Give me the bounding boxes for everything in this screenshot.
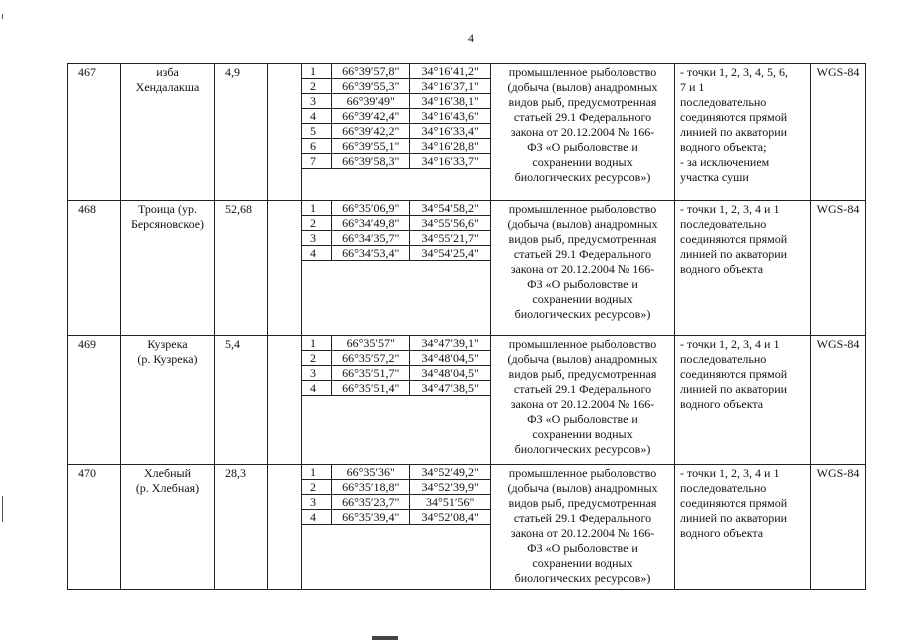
boundary-line: водного объекта [680, 262, 764, 276]
purpose-line: статьей 29.1 Федерального [513, 110, 652, 124]
boundary-description [675, 64, 811, 201]
point-number: 2 [302, 216, 332, 231]
site-name-line: (р. Хлебная) [135, 481, 200, 495]
purpose-line: (добыча (вылов) анадромных [507, 217, 658, 231]
site-name-line: (р. Кузрека) [137, 352, 198, 366]
boundary-line: - точки 1, 2, 3, 4, 5, 6, [680, 65, 789, 79]
point-longitude: 34°16′28,8" [410, 139, 491, 154]
point-latitude: 66°34′35,7" [332, 231, 410, 246]
boundary-line: - точки 1, 2, 3, 4 и 1 [680, 466, 780, 480]
boundary-line: - точки 1, 2, 3, 4 и 1 [680, 202, 780, 216]
coordinate-row [302, 510, 491, 525]
point-latitude: 66°35′57" [332, 336, 410, 351]
scan-mark-left [2, 496, 3, 522]
coordinate-row [302, 381, 491, 396]
point-latitude: 66°35′23,7" [332, 495, 410, 510]
purpose-line: сохранении водных [532, 155, 633, 169]
coordinate-row [302, 109, 491, 124]
point-latitude: 66°35′57,2" [332, 351, 410, 366]
point-longitude: 34°16′37,1" [410, 79, 491, 94]
purpose-line: биологических ресурсов») [514, 170, 651, 184]
boundary-line: водного объекта [680, 526, 764, 540]
boundary-line: соединяются прямой [680, 496, 788, 510]
purpose-line: видов рыб, предусмотренная [508, 95, 657, 109]
point-number: 3 [302, 94, 332, 109]
purpose-line: биологических ресурсов») [514, 442, 651, 456]
boundary-line: соединяются прямой [680, 232, 788, 246]
coordinate-row [302, 139, 491, 154]
purpose-line: статьей 29.1 Федерального [513, 247, 652, 261]
coordinate-row [302, 480, 491, 495]
purpose-line: промышленное рыболовство [508, 337, 657, 351]
site-name [121, 336, 215, 465]
site-area: 52,68 [215, 201, 268, 336]
purpose-line: сохранении водных [532, 427, 633, 441]
purpose-line: видов рыб, предусмотренная [508, 496, 657, 510]
purpose-line: сохранении водных [532, 556, 633, 570]
site-number: 470 [68, 465, 121, 590]
point-number: 1 [302, 201, 332, 216]
point-longitude: 34°16′43,6" [410, 109, 491, 124]
coordinate-system: WGS-84 [811, 201, 866, 336]
site-name-line: Хлебный [144, 466, 191, 480]
coordinate-system: WGS-84 [811, 465, 866, 590]
boundary-line: последовательно [680, 481, 767, 495]
point-number: 3 [302, 366, 332, 381]
site-number: 469 [68, 336, 121, 465]
boundary-line: участка суши [680, 170, 749, 184]
coordinate-system: WGS-84 [811, 336, 866, 465]
spacer-column [268, 64, 302, 201]
site-number: 467 [68, 64, 121, 201]
purpose-line: (добыча (вылов) анадромных [507, 352, 658, 366]
spacer-column [268, 336, 302, 465]
coordinate-row [302, 94, 491, 109]
point-longitude: 34°47′38,5" [410, 381, 491, 396]
point-number: 5 [302, 124, 332, 139]
point-number: 4 [302, 109, 332, 124]
site-name-line: Берсяновское) [130, 217, 205, 231]
point-number: 1 [302, 64, 332, 79]
point-latitude: 66°35′36" [332, 465, 410, 480]
coordinates-table [302, 336, 491, 396]
point-longitude: 34°52′39,9" [410, 480, 491, 495]
point-latitude: 66°39′58,3" [332, 154, 410, 169]
point-longitude: 34°54′25,4" [410, 246, 491, 261]
purpose-line: (добыча (вылов) анадромных [507, 481, 658, 495]
boundary-line: линией по акватории [680, 382, 788, 396]
point-longitude: 34°52′08,4" [410, 510, 491, 525]
purpose-line: статьей 29.1 Федерального [513, 382, 652, 396]
point-longitude: 34°16′41,2" [410, 64, 491, 79]
fishing-purpose [491, 64, 675, 201]
boundary-line: - точки 1, 2, 3, 4 и 1 [680, 337, 780, 351]
point-longitude: 34°55′21,7" [410, 231, 491, 246]
point-longitude: 34°48′04,5" [410, 351, 491, 366]
point-number: 7 [302, 154, 332, 169]
point-latitude: 66°35′18,8" [332, 480, 410, 495]
boundary-description [675, 465, 811, 590]
boundary-line: водного объекта; [680, 140, 767, 154]
boundary-line: последовательно [680, 95, 767, 109]
fishing-purpose [491, 336, 675, 465]
point-number: 2 [302, 351, 332, 366]
coordinate-row [302, 246, 491, 261]
purpose-line: видов рыб, предусмотренная [508, 367, 657, 381]
purpose-line: ФЗ «О рыболовстве и [527, 412, 638, 426]
coordinate-row [302, 64, 491, 79]
coordinates-cell [302, 64, 491, 201]
scan-mark-top [2, 14, 3, 19]
point-latitude: 66°35′06,9" [332, 201, 410, 216]
purpose-line: промышленное рыболовство [508, 65, 657, 79]
boundary-line: линией по акватории [680, 247, 788, 261]
site-area: 4,9 [215, 64, 268, 201]
site-name [121, 64, 215, 201]
point-longitude: 34°52′49,2" [410, 465, 491, 480]
point-number: 6 [302, 139, 332, 154]
purpose-line: статьей 29.1 Федерального [513, 511, 652, 525]
point-number: 1 [302, 336, 332, 351]
point-longitude: 34°16′33,7" [410, 154, 491, 169]
point-latitude: 66°34′53,4" [332, 246, 410, 261]
purpose-line: биологических ресурсов») [514, 307, 651, 321]
fishing-purpose [491, 465, 675, 590]
spacer-column [268, 201, 302, 336]
point-longitude: 34°54′58,2" [410, 201, 491, 216]
point-number: 4 [302, 246, 332, 261]
coordinate-row [302, 231, 491, 246]
coordinate-system: WGS-84 [811, 64, 866, 201]
site-name-line: Троица (ур. [137, 202, 198, 216]
point-latitude: 66°35′51,4" [332, 381, 410, 396]
point-latitude: 66°39′55,3" [332, 79, 410, 94]
site-name-line: Кузрека [147, 337, 188, 351]
scan-smudge-bottom [372, 636, 398, 640]
coordinate-row [302, 366, 491, 381]
fishing-purpose [491, 201, 675, 336]
boundary-line: последовательно [680, 352, 767, 366]
purpose-line: сохранении водных [532, 292, 633, 306]
point-latitude: 66°34′49,8" [332, 216, 410, 231]
point-number: 3 [302, 231, 332, 246]
coordinate-row [302, 79, 491, 94]
coordinate-row [302, 465, 491, 480]
site-area: 28,3 [215, 465, 268, 590]
boundary-line: соединяются прямой [680, 110, 788, 124]
point-number: 1 [302, 465, 332, 480]
site-number: 468 [68, 201, 121, 336]
point-number: 4 [302, 381, 332, 396]
point-latitude: 66°35′51,7" [332, 366, 410, 381]
purpose-line: (добыча (вылов) анадромных [507, 80, 658, 94]
boundary-line: линией по акватории [680, 125, 788, 139]
point-longitude: 34°16′33,4" [410, 124, 491, 139]
spacer-column [268, 465, 302, 590]
point-number: 2 [302, 480, 332, 495]
coordinates-table [302, 64, 491, 169]
purpose-line: ФЗ «О рыболовстве и [527, 140, 638, 154]
boundary-description [675, 336, 811, 465]
table-body [68, 64, 866, 590]
purpose-line: закона от 20.12.2004 № 166- [510, 397, 655, 411]
table-row [68, 201, 866, 336]
boundary-line: последовательно [680, 217, 767, 231]
point-latitude: 66°39′42,2" [332, 124, 410, 139]
point-longitude: 34°16′38,1" [410, 94, 491, 109]
point-latitude: 66°39′57,8" [332, 64, 410, 79]
coordinates-cell [302, 201, 491, 336]
purpose-line: ФЗ «О рыболовстве и [527, 541, 638, 555]
purpose-line: ФЗ «О рыболовстве и [527, 277, 638, 291]
coordinates-cell [302, 336, 491, 465]
purpose-line: закона от 20.12.2004 № 166- [510, 125, 655, 139]
purpose-line: биологических ресурсов») [514, 571, 651, 585]
site-name [121, 201, 215, 336]
purpose-line: закона от 20.12.2004 № 166- [510, 262, 655, 276]
purpose-line: закона от 20.12.2004 № 166- [510, 526, 655, 540]
coordinate-row [302, 336, 491, 351]
coordinate-row [302, 154, 491, 169]
point-longitude: 34°47′39,1" [410, 336, 491, 351]
coordinate-row [302, 216, 491, 231]
point-longitude: 34°51′56" [410, 495, 491, 510]
table-row [68, 64, 866, 201]
coordinates-table [302, 465, 491, 525]
site-name [121, 465, 215, 590]
point-latitude: 66°39′42,4" [332, 109, 410, 124]
boundary-line: линией по акватории [680, 511, 788, 525]
purpose-line: промышленное рыболовство [508, 202, 657, 216]
boundary-line: водного объекта [680, 397, 764, 411]
coordinate-row [302, 495, 491, 510]
site-area: 5,4 [215, 336, 268, 465]
coordinate-row [302, 124, 491, 139]
point-latitude: 66°35′39,4" [332, 510, 410, 525]
coordinate-row [302, 351, 491, 366]
point-longitude: 34°48′04,5" [410, 366, 491, 381]
coordinates-cell [302, 465, 491, 590]
purpose-line: видов рыб, предусмотренная [508, 232, 657, 246]
point-longitude: 34°55′56,6" [410, 216, 491, 231]
page-number: 4 [468, 31, 474, 45]
site-name-line: изба [156, 65, 179, 79]
boundary-line: соединяются прямой [680, 367, 788, 381]
purpose-line: промышленное рыболовство [508, 466, 657, 480]
coordinate-row [302, 201, 491, 216]
point-latitude: 66°39′55,1" [332, 139, 410, 154]
table-row [68, 465, 866, 590]
point-number: 2 [302, 79, 332, 94]
boundary-line: - за исключением [680, 155, 770, 169]
point-number: 4 [302, 510, 332, 525]
boundary-description [675, 201, 811, 336]
site-name-line: Хендалакша [135, 80, 200, 94]
coordinates-table [302, 201, 491, 261]
point-number: 3 [302, 495, 332, 510]
table-row [68, 336, 866, 465]
boundary-line: 7 и 1 [680, 80, 705, 94]
point-latitude: 66°39′49" [332, 94, 410, 109]
fishing-sites-table [67, 63, 866, 590]
